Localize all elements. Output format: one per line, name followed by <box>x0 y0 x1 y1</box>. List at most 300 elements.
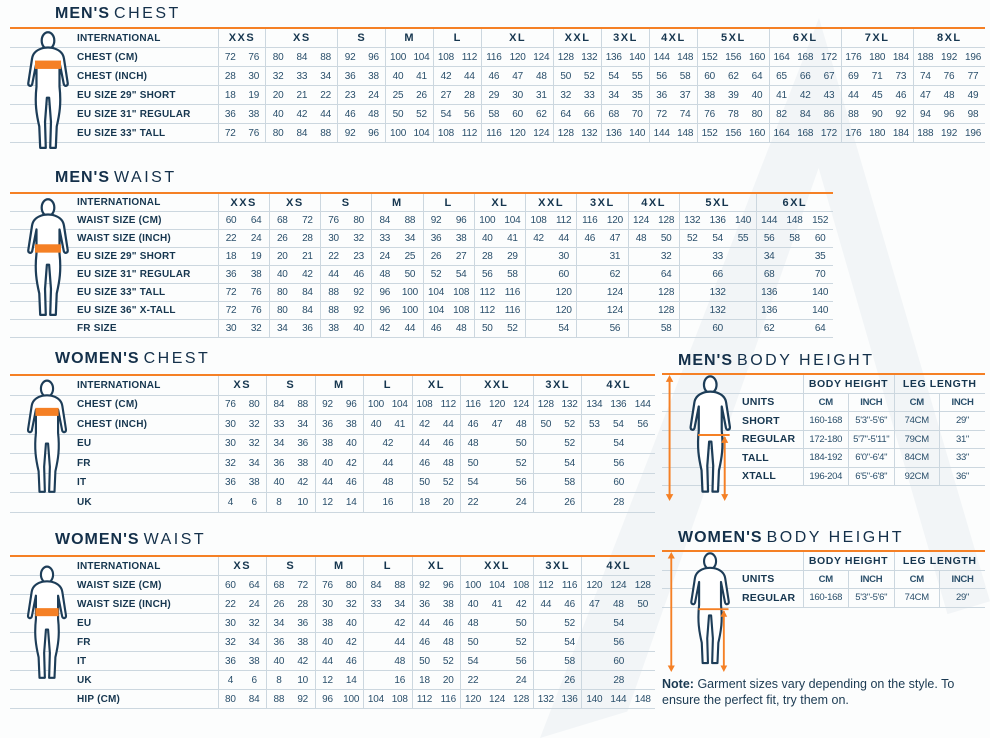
size-group-header: M <box>372 194 423 212</box>
size-cell: 128 <box>654 212 680 230</box>
size-cell: 28 <box>582 493 655 513</box>
size-cell: 92 <box>423 212 449 230</box>
table-row <box>10 395 655 415</box>
size-cell: 86 <box>817 105 841 124</box>
size-cell: 36 <box>291 614 315 633</box>
size-cell: 33 <box>267 415 291 435</box>
size-cell: 10 <box>291 493 315 513</box>
size-cell: 92 <box>315 395 339 415</box>
womens-chest-section <box>10 350 655 513</box>
size-cell: 27 <box>434 86 458 105</box>
size-cell: 42 <box>434 67 458 86</box>
size-cell: 32 <box>554 86 578 105</box>
size-cell: 144 <box>606 690 630 709</box>
size-cell: 120 <box>551 284 577 302</box>
size-cell: 120 <box>602 212 628 230</box>
size-cell: 184-192 <box>803 449 849 468</box>
size-group-header: XXS <box>218 194 269 212</box>
size-cell: 104 <box>423 302 449 320</box>
size-cell: 46 <box>423 320 449 338</box>
size-cell: 50 <box>386 105 410 124</box>
size-cell: 48 <box>372 266 398 284</box>
size-group-header: XL <box>474 194 525 212</box>
size-cell: 104 <box>410 124 434 143</box>
size-cell: 52 <box>679 230 705 248</box>
size-cell: 36 <box>218 266 244 284</box>
size-group-header: XS <box>218 376 267 395</box>
size-cell: 38 <box>315 614 339 633</box>
size-group-header: M <box>315 557 364 576</box>
size-cell: 44 <box>364 454 413 474</box>
size-cell: 196 <box>961 124 985 143</box>
size-cell: 50 <box>631 595 655 614</box>
row-label: WAIST SIZE (INCH) <box>10 230 218 248</box>
size-cell: 152 <box>697 48 721 67</box>
womens-chest-title <box>55 350 655 368</box>
size-cell: 72 <box>295 212 321 230</box>
size-cell: 70 <box>807 266 833 284</box>
size-group-header: 3XL <box>577 194 628 212</box>
size-cell: 46 <box>482 67 506 86</box>
size-cell: 19 <box>244 248 270 266</box>
size-cell: 172 <box>817 124 841 143</box>
size-cell: 22 <box>321 248 347 266</box>
corner-header: INTERNATIONAL <box>10 557 218 576</box>
size-cell: 42 <box>290 105 314 124</box>
size-cell: 148 <box>673 124 697 143</box>
size-cell: 140 <box>625 48 649 67</box>
size-cell <box>485 652 509 671</box>
size-group-header: XL <box>412 557 461 576</box>
size-cell: 62 <box>602 266 628 284</box>
size-cell: 33" <box>940 449 986 468</box>
size-cell: 88 <box>314 48 338 67</box>
size-cell <box>782 302 808 320</box>
size-cell: 30 <box>321 230 347 248</box>
mens-body-height-section <box>662 352 985 486</box>
size-cell: 104 <box>364 690 388 709</box>
size-cell: 8 <box>267 671 291 690</box>
size-cell: 46 <box>436 614 460 633</box>
size-cell <box>628 320 654 338</box>
size-group-header: XS <box>266 29 338 48</box>
size-cell: 76 <box>697 105 721 124</box>
size-cell: 96 <box>362 124 386 143</box>
size-cell: 116 <box>436 690 460 709</box>
size-cell: 44 <box>314 105 338 124</box>
row-label: CHEST (INCH) <box>10 67 218 86</box>
size-group-header: 8XL <box>913 29 985 48</box>
size-cell: 32 <box>244 320 270 338</box>
female-height-figure-icon <box>662 551 750 673</box>
size-cell: 41 <box>500 230 526 248</box>
size-cell: 34 <box>602 86 626 105</box>
size-cell: 84 <box>793 105 817 124</box>
size-cell: 41 <box>769 86 793 105</box>
size-cell: 112 <box>458 48 482 67</box>
table-row <box>10 454 655 474</box>
size-cell: 25 <box>397 248 423 266</box>
size-cell: 92 <box>889 105 913 124</box>
size-cell: 132 <box>558 395 582 415</box>
table-row <box>10 105 985 124</box>
size-cell: 48 <box>606 595 630 614</box>
size-cell: 54 <box>582 614 655 633</box>
size-cell: 88 <box>267 690 291 709</box>
size-cell <box>782 266 808 284</box>
size-cell: 50 <box>554 67 578 86</box>
size-cell: 40 <box>339 614 363 633</box>
size-cell: 34 <box>388 595 412 614</box>
corner-header: INTERNATIONAL <box>10 29 218 48</box>
size-cell: 84 <box>290 48 314 67</box>
size-cell: 47 <box>913 86 937 105</box>
row-label: UNITS <box>662 570 803 589</box>
size-cell: 156 <box>721 48 745 67</box>
row-label: EU SIZE 33" TALL <box>10 284 218 302</box>
size-group-header: M <box>386 29 434 48</box>
size-cell: 136 <box>606 395 630 415</box>
womens-waist-table <box>10 557 655 709</box>
size-cell: 42 <box>295 266 321 284</box>
size-cell: 112 <box>533 576 557 595</box>
size-cell: 80 <box>218 690 242 709</box>
size-cell: INCH <box>849 393 895 412</box>
size-cell: 96 <box>362 48 386 67</box>
size-cell: 20 <box>269 248 295 266</box>
size-cell: 30 <box>506 86 530 105</box>
size-cell: 72 <box>218 48 242 67</box>
size-cell: 100 <box>339 690 363 709</box>
corner-header: INTERNATIONAL <box>10 194 218 212</box>
size-cell: 172-180 <box>803 430 849 449</box>
size-cell: 42 <box>364 434 413 454</box>
table-row <box>10 690 655 709</box>
size-cell: 38 <box>291 454 315 474</box>
size-cell: 76 <box>937 67 961 86</box>
size-cell <box>533 633 557 652</box>
note-label: Note: <box>662 677 694 691</box>
size-cell: 44 <box>551 230 577 248</box>
size-cell: 33 <box>578 86 602 105</box>
size-cell: 80 <box>266 124 290 143</box>
size-cell: 55 <box>625 67 649 86</box>
row-label: EU <box>10 614 218 633</box>
size-cell: 66 <box>793 67 817 86</box>
size-cell: INCH <box>940 393 986 412</box>
size-cell: 36 <box>338 67 362 86</box>
size-group-header: S <box>267 376 316 395</box>
size-cell: 140 <box>625 124 649 143</box>
size-cell: 28 <box>474 248 500 266</box>
size-cell: 31" <box>940 430 986 449</box>
size-cell: 41 <box>485 595 509 614</box>
size-cell: 6'5"-6'8" <box>849 467 895 486</box>
size-cell: 54 <box>602 67 626 86</box>
corner-header: INTERNATIONAL <box>10 376 218 395</box>
size-cell: 5'7"-5'11" <box>849 430 895 449</box>
size-cell: 64 <box>554 105 578 124</box>
size-cell <box>526 248 552 266</box>
table-row <box>10 493 655 513</box>
size-cell: 116 <box>500 302 526 320</box>
size-cell: 88 <box>388 576 412 595</box>
size-cell: 16 <box>364 493 413 513</box>
size-cell: 64 <box>654 266 680 284</box>
row-label: XTALL <box>662 467 803 486</box>
size-cell: 46 <box>412 633 436 652</box>
size-cell: 50 <box>533 415 557 435</box>
size-cell: 29 <box>500 248 526 266</box>
size-cell: 136 <box>756 284 782 302</box>
table-row <box>10 614 655 633</box>
size-cell: 92 <box>338 48 362 67</box>
size-cell: 58 <box>654 320 680 338</box>
size-cell: 40 <box>339 434 363 454</box>
size-cell: 108 <box>449 284 475 302</box>
size-cell: 48 <box>436 454 460 474</box>
size-cell: 168 <box>793 124 817 143</box>
size-group-header: 6XL <box>769 29 841 48</box>
size-cell: 40 <box>461 595 485 614</box>
size-cell: 48 <box>461 614 485 633</box>
size-cell <box>485 633 509 652</box>
row-label: EU SIZE 36" X-TALL <box>10 302 218 320</box>
size-cell: 148 <box>782 212 808 230</box>
note-text: Garment sizes vary depending on the style. To ensure the perfect fit, try them on. <box>662 677 955 708</box>
table-row <box>10 124 985 143</box>
size-cell: 60 <box>807 230 833 248</box>
size-cell: 40 <box>266 105 290 124</box>
size-cell: 30 <box>218 434 242 454</box>
size-cell: 120 <box>506 48 530 67</box>
size-cell: 20 <box>266 86 290 105</box>
size-cell: 184 <box>889 124 913 143</box>
size-cell: 10 <box>291 671 315 690</box>
row-label: WAIST SIZE (CM) <box>10 212 218 230</box>
size-cell: 49 <box>961 86 985 105</box>
womens-waist-section <box>10 531 655 709</box>
size-cell: 54 <box>705 230 731 248</box>
size-cell: 22 <box>314 86 338 105</box>
size-cell: 44 <box>315 473 339 493</box>
size-cell <box>485 454 509 474</box>
mens-waist-section <box>10 169 833 338</box>
size-cell <box>782 248 808 266</box>
size-cell: 42 <box>339 633 363 652</box>
size-cell: 22 <box>218 230 244 248</box>
size-cell: 58 <box>558 652 582 671</box>
size-cell: 92CM <box>894 467 940 486</box>
size-group-header: 4XL <box>582 376 655 395</box>
size-cell: 56 <box>631 415 655 435</box>
size-cell: 140 <box>731 212 757 230</box>
size-cell <box>577 248 603 266</box>
size-cell: 100 <box>397 302 423 320</box>
size-cell <box>485 473 509 493</box>
size-cell: 50 <box>412 473 436 493</box>
row-label: REGULAR <box>662 430 803 449</box>
size-cell: 76 <box>244 302 270 320</box>
size-cell: 19 <box>242 86 266 105</box>
size-cell: 34 <box>242 454 266 474</box>
size-cell: 66 <box>578 105 602 124</box>
size-cell: 52 <box>509 633 533 652</box>
size-cell: 56 <box>582 454 655 474</box>
size-group-header: LEG LENGTH <box>894 375 985 393</box>
size-cell: 124 <box>628 212 654 230</box>
size-cell: 136 <box>602 48 626 67</box>
size-group-header: S <box>338 29 386 48</box>
size-cell <box>485 614 509 633</box>
title-bold: MEN'S <box>55 5 111 22</box>
size-cell: 60 <box>582 652 655 671</box>
size-cell: 120 <box>582 576 606 595</box>
size-cell: 42 <box>526 230 552 248</box>
size-cell: 36 <box>267 454 291 474</box>
size-cell: 48 <box>364 473 413 493</box>
title-bold: MEN'S <box>678 352 734 369</box>
size-cell: 76 <box>321 212 347 230</box>
size-cell: 132 <box>679 284 756 302</box>
size-cell: 38 <box>244 266 270 284</box>
size-cell: 104 <box>423 284 449 302</box>
size-cell: 108 <box>449 302 475 320</box>
size-cell: 18 <box>218 248 244 266</box>
size-cell: 37 <box>673 86 697 105</box>
size-cell: 46 <box>346 266 372 284</box>
size-cell: 42 <box>793 86 817 105</box>
size-cell: 124 <box>602 302 628 320</box>
table-row <box>10 320 833 338</box>
size-cell: 44 <box>458 67 482 86</box>
size-cell: 120 <box>485 395 509 415</box>
size-cell <box>782 284 808 302</box>
size-cell <box>628 302 654 320</box>
size-cell: CM <box>803 570 849 589</box>
size-cell: 90 <box>865 105 889 124</box>
table-row <box>10 652 655 671</box>
size-cell: 62 <box>756 320 782 338</box>
size-cell: 60 <box>218 212 244 230</box>
size-cell: 52 <box>410 105 434 124</box>
size-group-header: LEG LENGTH <box>894 552 985 570</box>
size-cell: 96 <box>937 105 961 124</box>
size-cell: 72 <box>218 302 244 320</box>
size-group-header: XL <box>412 376 461 395</box>
size-cell: 76 <box>242 124 266 143</box>
row-label: IT <box>10 473 218 493</box>
size-cell: 29 <box>482 86 506 105</box>
size-cell: 50 <box>474 320 500 338</box>
size-cell: 40 <box>269 266 295 284</box>
size-cell: 184 <box>889 48 913 67</box>
size-cell: 50 <box>654 230 680 248</box>
size-cell: 52 <box>558 434 582 454</box>
size-cell: 53 <box>582 415 606 435</box>
size-cell: 116 <box>500 284 526 302</box>
size-cell: 124 <box>509 395 533 415</box>
womens-body-height-title <box>678 529 985 547</box>
size-cell: 88 <box>314 124 338 143</box>
size-cell: 112 <box>458 124 482 143</box>
size-group-header: XXL <box>461 376 534 395</box>
size-group-header: 4XL <box>649 29 697 48</box>
size-cell <box>364 614 388 633</box>
size-cell: 58 <box>782 230 808 248</box>
size-cell: 80 <box>269 284 295 302</box>
size-cell: 64 <box>244 212 270 230</box>
size-cell: 36 <box>218 105 242 124</box>
size-cell: 4 <box>218 493 242 513</box>
size-cell: 50 <box>461 633 485 652</box>
size-cell: 72 <box>291 576 315 595</box>
mens-chest-section <box>10 5 985 143</box>
size-cell: 128 <box>509 690 533 709</box>
size-cell: 124 <box>530 48 554 67</box>
size-cell: 60 <box>506 105 530 124</box>
size-cell: 42 <box>388 614 412 633</box>
size-cell: 48 <box>509 415 533 435</box>
title-rest: CHEST <box>143 350 211 367</box>
size-cell: 70 <box>625 105 649 124</box>
size-cell: 40 <box>386 67 410 86</box>
size-cell: 56 <box>474 266 500 284</box>
mens-body-height-title <box>678 352 985 370</box>
size-cell: 40 <box>267 652 291 671</box>
size-cell: 5'3"-5'6" <box>849 589 895 608</box>
size-cell: 112 <box>436 395 460 415</box>
size-cell: 46 <box>889 86 913 105</box>
size-cell: 80 <box>745 105 769 124</box>
size-cell: 42 <box>291 652 315 671</box>
size-cell: 52 <box>423 266 449 284</box>
size-cell: 120 <box>551 302 577 320</box>
size-group-header: 5XL <box>697 29 769 48</box>
size-cell: 21 <box>290 86 314 105</box>
size-cell: 104 <box>485 576 509 595</box>
size-cell: 42 <box>339 454 363 474</box>
size-cell <box>485 434 509 454</box>
size-cell: 60 <box>679 320 756 338</box>
female-chest-figure-icon <box>22 374 72 506</box>
row-label: EU <box>10 434 218 454</box>
size-cell: 96 <box>339 395 363 415</box>
size-cell: 180 <box>865 48 889 67</box>
size-cell: 88 <box>321 302 347 320</box>
size-cell: 124 <box>606 576 630 595</box>
size-cell: 76 <box>218 395 242 415</box>
size-cell: 56 <box>509 652 533 671</box>
row-label: UK <box>10 493 218 513</box>
size-cell: 30 <box>242 67 266 86</box>
female-waist-figure-icon <box>22 554 72 698</box>
size-cell: 36 <box>423 230 449 248</box>
size-group-header: 4XL <box>628 194 679 212</box>
size-group-header: L <box>364 376 413 395</box>
size-cell: 80 <box>269 302 295 320</box>
size-cell: 128 <box>654 302 680 320</box>
size-cell: 32 <box>218 633 242 652</box>
size-cell: 88 <box>291 395 315 415</box>
size-cell: 116 <box>577 212 603 230</box>
size-cell <box>533 493 557 513</box>
size-cell: 128 <box>554 48 578 67</box>
size-cell: 77 <box>961 67 985 86</box>
row-label: IT <box>10 652 218 671</box>
size-cell: 34 <box>291 415 315 435</box>
size-cell: 54 <box>434 105 458 124</box>
